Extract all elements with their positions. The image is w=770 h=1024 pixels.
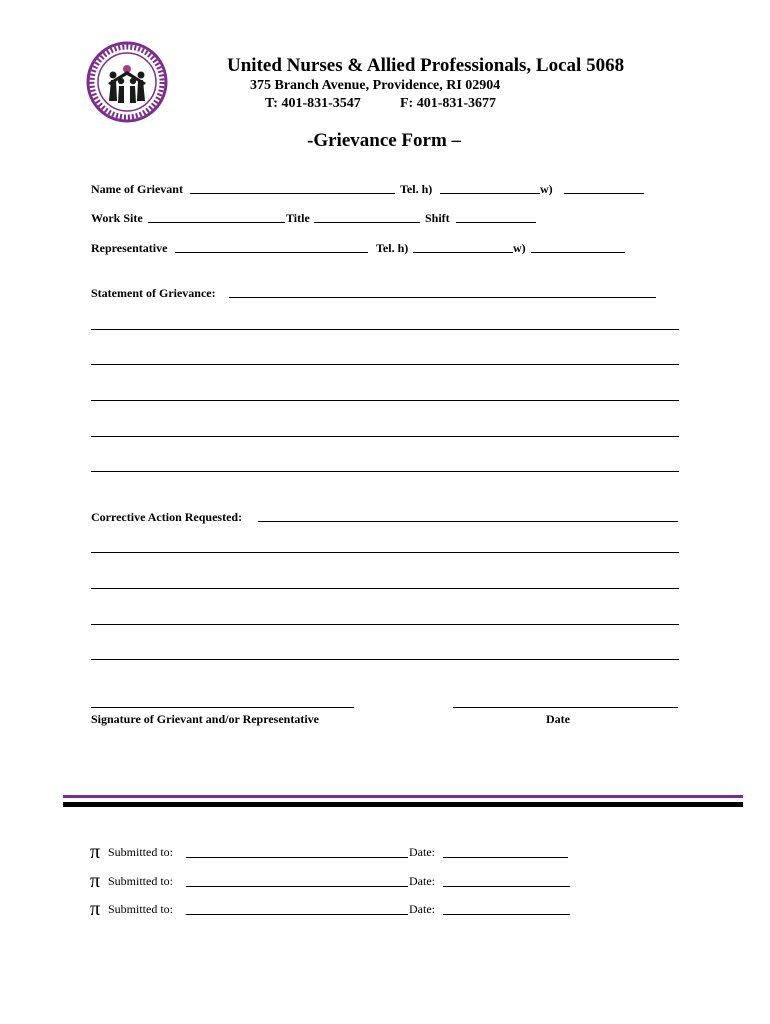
submitted-to-label: Submitted to: — [108, 902, 174, 916]
work-site-field[interactable] — [148, 222, 285, 223]
shift-label: Shift — [425, 211, 450, 225]
signature-field[interactable] — [91, 707, 354, 708]
org-phone: T: 401-831-3547 — [265, 96, 361, 111]
black-divider — [63, 802, 743, 807]
purple-divider — [63, 795, 743, 798]
corrective-line[interactable] — [91, 588, 679, 589]
rep-tel-home-field[interactable] — [413, 252, 513, 253]
representative-field[interactable] — [175, 252, 368, 253]
tel-work-field[interactable] — [564, 193, 644, 194]
tel-home-field[interactable] — [440, 193, 540, 194]
corrective-label: Corrective Action Requested: — [91, 510, 243, 524]
corrective-first-line[interactable] — [258, 521, 678, 522]
submitted-date-field[interactable] — [443, 857, 568, 858]
pi-bullet-icon: π — [90, 898, 101, 920]
statement-line[interactable] — [91, 329, 679, 330]
signature-label: Signature of Grievant and/or Representative — [91, 712, 319, 726]
corrective-line[interactable] — [91, 552, 679, 553]
pi-bullet-icon: π — [90, 841, 101, 863]
signature-date-field[interactable] — [453, 707, 678, 708]
statement-line[interactable] — [91, 436, 679, 437]
corrective-line[interactable] — [91, 659, 679, 660]
rep-tel-work-field[interactable] — [531, 252, 625, 253]
tel-home-label: Tel. h) — [400, 182, 433, 196]
work-site-label: Work Site — [91, 211, 143, 225]
tel-work-label: w) — [540, 182, 553, 196]
title-field[interactable] — [314, 222, 420, 223]
statement-line[interactable] — [91, 364, 679, 365]
submitted-to-label: Submitted to: — [108, 874, 174, 888]
name-label: Name of Grievant — [91, 182, 183, 196]
submitted-date-label: Date: — [409, 845, 435, 859]
title-label: Title — [286, 211, 310, 225]
representative-label: Representative — [91, 241, 168, 255]
submitted-to-field[interactable] — [186, 914, 408, 915]
corrective-line[interactable] — [91, 624, 679, 625]
org-fax: F: 401-831-3677 — [400, 96, 497, 111]
submitted-date-field[interactable] — [443, 914, 570, 915]
pi-bullet-icon: π — [90, 870, 101, 892]
name-field[interactable] — [190, 193, 395, 194]
form-title: -Grievance Form – — [307, 130, 462, 151]
date-label: Date — [546, 712, 570, 726]
statement-line[interactable] — [91, 400, 679, 401]
org-address: 375 Branch Avenue, Providence, RI 02904 — [250, 78, 501, 93]
submitted-to-label: Submitted to: — [108, 845, 174, 859]
statement-first-line[interactable] — [229, 297, 656, 298]
submitted-date-label: Date: — [409, 902, 435, 916]
union-seal-logo-icon — [86, 41, 168, 123]
shift-field[interactable] — [456, 222, 536, 223]
submitted-date-label: Date: — [409, 874, 435, 888]
submitted-date-field[interactable] — [443, 886, 570, 887]
submitted-to-field[interactable] — [186, 857, 408, 858]
statement-label: Statement of Grievance: — [91, 286, 216, 300]
rep-tel-work-label: w) — [513, 241, 526, 255]
rep-tel-home-label: Tel. h) — [376, 241, 409, 255]
org-name: United Nurses & Allied Professionals, Local 5068 — [227, 55, 625, 76]
submitted-to-field[interactable] — [186, 886, 408, 887]
statement-line[interactable] — [91, 471, 679, 472]
